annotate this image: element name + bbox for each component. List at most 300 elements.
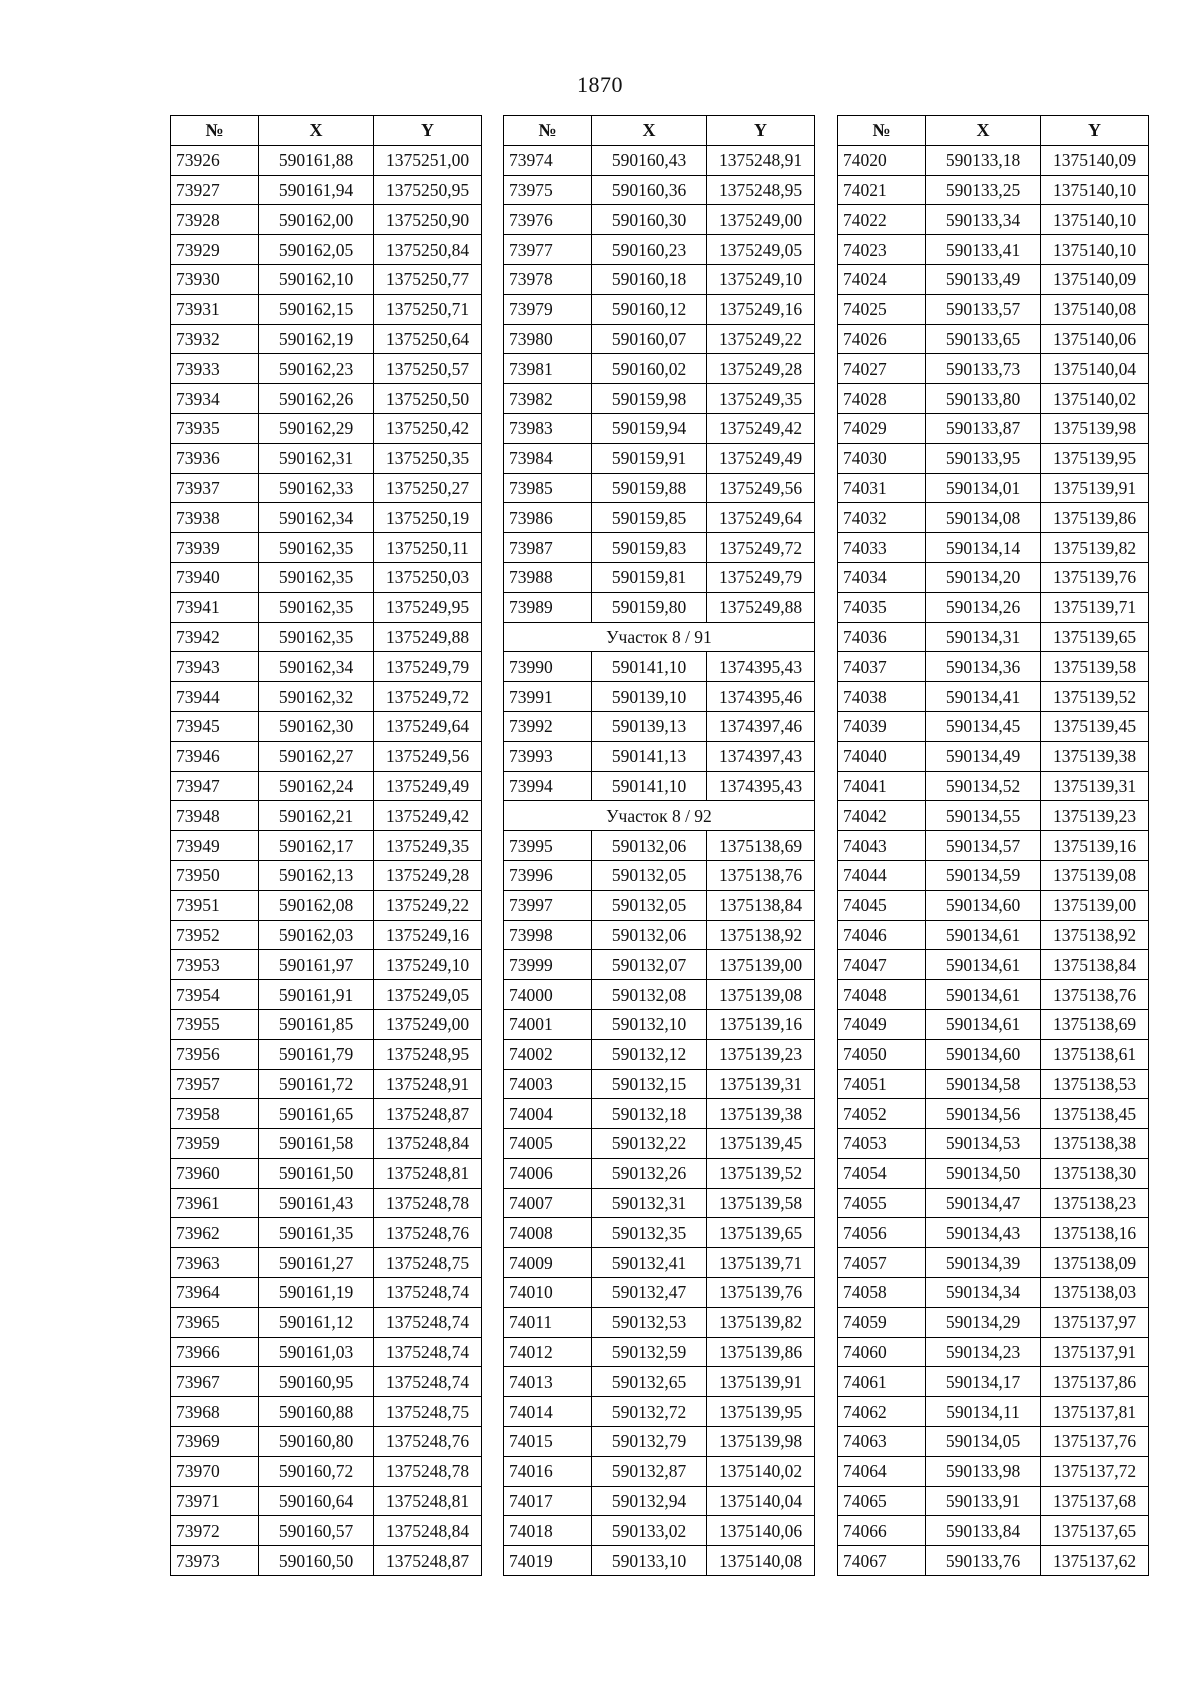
point-number: 73984 bbox=[504, 443, 592, 473]
x-coordinate: 590161,79 bbox=[259, 1039, 374, 1069]
point-number: 74065 bbox=[838, 1486, 926, 1516]
point-number: 73971 bbox=[171, 1486, 259, 1516]
y-coordinate: 1375249,64 bbox=[707, 503, 815, 533]
table-row bbox=[171, 503, 482, 533]
point-number: 73949 bbox=[171, 831, 259, 861]
point-number: 73985 bbox=[504, 473, 592, 503]
x-coordinate: 590134,36 bbox=[926, 652, 1041, 682]
x-coordinate: 590134,26 bbox=[926, 592, 1041, 622]
y-coordinate: 1375249,22 bbox=[707, 324, 815, 354]
point-number: 74062 bbox=[838, 1397, 926, 1427]
table-row bbox=[838, 1248, 1149, 1278]
point-number: 73982 bbox=[504, 384, 592, 414]
header-y: Y bbox=[374, 116, 482, 146]
point-number: 73988 bbox=[504, 562, 592, 592]
table-row bbox=[504, 473, 815, 503]
point-number: 73989 bbox=[504, 592, 592, 622]
y-coordinate: 1374395,43 bbox=[707, 771, 815, 801]
point-number: 73940 bbox=[171, 562, 259, 592]
x-coordinate: 590133,98 bbox=[926, 1456, 1041, 1486]
point-number: 73933 bbox=[171, 354, 259, 384]
table-row bbox=[171, 145, 482, 175]
table-row bbox=[171, 324, 482, 354]
y-coordinate: 1374395,43 bbox=[707, 652, 815, 682]
table-row bbox=[504, 1278, 815, 1308]
x-coordinate: 590162,35 bbox=[259, 592, 374, 622]
y-coordinate: 1375139,86 bbox=[707, 1337, 815, 1367]
table-row bbox=[838, 1337, 1149, 1367]
y-coordinate: 1375248,78 bbox=[374, 1456, 482, 1486]
y-coordinate: 1375248,75 bbox=[374, 1248, 482, 1278]
header-number: № bbox=[504, 116, 592, 146]
table-row bbox=[838, 294, 1149, 324]
point-number: 73981 bbox=[504, 354, 592, 384]
y-coordinate: 1375139,08 bbox=[1041, 860, 1149, 890]
table-row bbox=[504, 741, 815, 771]
table-row bbox=[504, 413, 815, 443]
point-number: 73947 bbox=[171, 771, 259, 801]
x-coordinate: 590159,91 bbox=[592, 443, 707, 473]
y-coordinate: 1375140,09 bbox=[1041, 145, 1149, 175]
table-row bbox=[838, 592, 1149, 622]
y-coordinate: 1375138,76 bbox=[707, 860, 815, 890]
table-row bbox=[838, 413, 1149, 443]
x-coordinate: 590160,72 bbox=[259, 1456, 374, 1486]
x-coordinate: 590162,34 bbox=[259, 503, 374, 533]
x-coordinate: 590160,07 bbox=[592, 324, 707, 354]
y-coordinate: 1375138,92 bbox=[1041, 920, 1149, 950]
x-coordinate: 590162,32 bbox=[259, 682, 374, 712]
y-coordinate: 1375250,35 bbox=[374, 443, 482, 473]
point-number: 73998 bbox=[504, 920, 592, 950]
x-coordinate: 590133,34 bbox=[926, 205, 1041, 235]
y-coordinate: 1375139,91 bbox=[707, 1367, 815, 1397]
x-coordinate: 590134,29 bbox=[926, 1307, 1041, 1337]
y-coordinate: 1375248,76 bbox=[374, 1218, 482, 1248]
point-number: 73939 bbox=[171, 533, 259, 563]
x-coordinate: 590133,87 bbox=[926, 413, 1041, 443]
x-coordinate: 590159,88 bbox=[592, 473, 707, 503]
point-number: 74012 bbox=[504, 1337, 592, 1367]
y-coordinate: 1375250,64 bbox=[374, 324, 482, 354]
table-row bbox=[838, 503, 1149, 533]
x-coordinate: 590134,56 bbox=[926, 1099, 1041, 1129]
point-number: 74021 bbox=[838, 175, 926, 205]
point-number: 74048 bbox=[838, 980, 926, 1010]
table-row bbox=[171, 1248, 482, 1278]
y-coordinate: 1375138,45 bbox=[1041, 1099, 1149, 1129]
page-number: 1870 bbox=[577, 72, 623, 97]
table-row bbox=[504, 1486, 815, 1516]
y-coordinate: 1375250,84 bbox=[374, 235, 482, 265]
table-row bbox=[504, 145, 815, 175]
coordinates-table-1 bbox=[170, 115, 482, 1576]
point-number: 74059 bbox=[838, 1307, 926, 1337]
table-row bbox=[171, 175, 482, 205]
x-coordinate: 590134,60 bbox=[926, 890, 1041, 920]
y-coordinate: 1375249,00 bbox=[707, 205, 815, 235]
table-row bbox=[171, 1069, 482, 1099]
point-number: 74029 bbox=[838, 413, 926, 443]
point-number: 74025 bbox=[838, 294, 926, 324]
section-header-row bbox=[504, 622, 815, 652]
point-number: 74051 bbox=[838, 1069, 926, 1099]
point-number: 73944 bbox=[171, 682, 259, 712]
y-coordinate: 1375250,03 bbox=[374, 562, 482, 592]
table-row bbox=[504, 1546, 815, 1576]
y-coordinate: 1374397,46 bbox=[707, 711, 815, 741]
y-coordinate: 1375139,58 bbox=[1041, 652, 1149, 682]
table-row bbox=[838, 145, 1149, 175]
point-number: 74004 bbox=[504, 1099, 592, 1129]
table-row bbox=[171, 1486, 482, 1516]
point-number: 73962 bbox=[171, 1218, 259, 1248]
x-coordinate: 590132,08 bbox=[592, 980, 707, 1010]
table-row bbox=[171, 1367, 482, 1397]
table-row bbox=[171, 443, 482, 473]
y-coordinate: 1375138,03 bbox=[1041, 1278, 1149, 1308]
y-coordinate: 1375249,49 bbox=[707, 443, 815, 473]
x-coordinate: 590160,57 bbox=[259, 1516, 374, 1546]
y-coordinate: 1375249,10 bbox=[374, 950, 482, 980]
x-coordinate: 590161,58 bbox=[259, 1129, 374, 1159]
x-coordinate: 590133,41 bbox=[926, 235, 1041, 265]
point-number: 74013 bbox=[504, 1367, 592, 1397]
x-coordinate: 590139,10 bbox=[592, 682, 707, 712]
x-coordinate: 590162,17 bbox=[259, 831, 374, 861]
point-number: 73953 bbox=[171, 950, 259, 980]
header-row bbox=[838, 116, 1149, 146]
table-row bbox=[504, 920, 815, 950]
table-row bbox=[838, 950, 1149, 980]
x-coordinate: 590134,53 bbox=[926, 1129, 1041, 1159]
point-number: 74043 bbox=[838, 831, 926, 861]
y-coordinate: 1375140,08 bbox=[707, 1546, 815, 1576]
x-coordinate: 590132,59 bbox=[592, 1337, 707, 1367]
section-label: Участок 8 / 92 bbox=[504, 801, 815, 831]
x-coordinate: 590134,52 bbox=[926, 771, 1041, 801]
table-row bbox=[838, 980, 1149, 1010]
point-number: 74007 bbox=[504, 1188, 592, 1218]
point-number: 74052 bbox=[838, 1099, 926, 1129]
y-coordinate: 1375251,00 bbox=[374, 145, 482, 175]
table-row bbox=[171, 831, 482, 861]
y-coordinate: 1375139,86 bbox=[1041, 503, 1149, 533]
table-row bbox=[171, 384, 482, 414]
y-coordinate: 1375139,95 bbox=[1041, 443, 1149, 473]
y-coordinate: 1375140,10 bbox=[1041, 205, 1149, 235]
x-coordinate: 590162,26 bbox=[259, 384, 374, 414]
header-row bbox=[171, 116, 482, 146]
table-row bbox=[504, 1516, 815, 1546]
x-coordinate: 590134,17 bbox=[926, 1367, 1041, 1397]
x-coordinate: 590162,29 bbox=[259, 413, 374, 443]
table-row bbox=[504, 711, 815, 741]
table-row bbox=[838, 920, 1149, 950]
x-coordinate: 590132,07 bbox=[592, 950, 707, 980]
table-row bbox=[838, 1367, 1149, 1397]
point-number: 73986 bbox=[504, 503, 592, 533]
point-number: 73974 bbox=[504, 145, 592, 175]
y-coordinate: 1375248,91 bbox=[707, 145, 815, 175]
point-number: 73932 bbox=[171, 324, 259, 354]
point-number: 74049 bbox=[838, 1009, 926, 1039]
point-number: 73991 bbox=[504, 682, 592, 712]
y-coordinate: 1375139,98 bbox=[1041, 413, 1149, 443]
x-coordinate: 590162,24 bbox=[259, 771, 374, 801]
y-coordinate: 1375249,79 bbox=[374, 652, 482, 682]
table-row bbox=[171, 473, 482, 503]
y-coordinate: 1375248,74 bbox=[374, 1337, 482, 1367]
x-coordinate: 590161,03 bbox=[259, 1337, 374, 1367]
y-coordinate: 1375139,91 bbox=[1041, 473, 1149, 503]
y-coordinate: 1375250,50 bbox=[374, 384, 482, 414]
point-number: 73980 bbox=[504, 324, 592, 354]
y-coordinate: 1375249,42 bbox=[707, 413, 815, 443]
point-number: 73963 bbox=[171, 1248, 259, 1278]
table-row bbox=[171, 1218, 482, 1248]
x-coordinate: 590134,45 bbox=[926, 711, 1041, 741]
y-coordinate: 1375248,74 bbox=[374, 1307, 482, 1337]
y-coordinate: 1375250,90 bbox=[374, 205, 482, 235]
y-coordinate: 1375140,02 bbox=[1041, 384, 1149, 414]
y-coordinate: 1375249,35 bbox=[374, 831, 482, 861]
table-row bbox=[504, 1099, 815, 1129]
x-coordinate: 590132,94 bbox=[592, 1486, 707, 1516]
x-coordinate: 590162,19 bbox=[259, 324, 374, 354]
table-body bbox=[171, 145, 482, 1575]
x-coordinate: 590132,12 bbox=[592, 1039, 707, 1069]
x-coordinate: 590132,22 bbox=[592, 1129, 707, 1159]
table-row bbox=[171, 1546, 482, 1576]
point-number: 74015 bbox=[504, 1427, 592, 1457]
y-coordinate: 1375139,45 bbox=[1041, 711, 1149, 741]
point-number: 74030 bbox=[838, 443, 926, 473]
table-row bbox=[838, 1486, 1149, 1516]
x-coordinate: 590134,55 bbox=[926, 801, 1041, 831]
y-coordinate: 1375140,10 bbox=[1041, 175, 1149, 205]
x-coordinate: 590161,35 bbox=[259, 1218, 374, 1248]
x-coordinate: 590132,79 bbox=[592, 1427, 707, 1457]
y-coordinate: 1375250,77 bbox=[374, 264, 482, 294]
y-coordinate: 1375138,30 bbox=[1041, 1158, 1149, 1188]
point-number: 74063 bbox=[838, 1427, 926, 1457]
table-row bbox=[838, 1456, 1149, 1486]
x-coordinate: 590134,57 bbox=[926, 831, 1041, 861]
y-coordinate: 1375137,81 bbox=[1041, 1397, 1149, 1427]
y-coordinate: 1375249,88 bbox=[374, 622, 482, 652]
point-number: 73983 bbox=[504, 413, 592, 443]
y-coordinate: 1375248,91 bbox=[374, 1069, 482, 1099]
x-coordinate: 590161,65 bbox=[259, 1099, 374, 1129]
y-coordinate: 1375140,04 bbox=[1041, 354, 1149, 384]
x-coordinate: 590159,98 bbox=[592, 384, 707, 414]
point-number: 73946 bbox=[171, 741, 259, 771]
point-number: 73961 bbox=[171, 1188, 259, 1218]
table-row bbox=[838, 682, 1149, 712]
x-coordinate: 590133,76 bbox=[926, 1546, 1041, 1576]
point-number: 73936 bbox=[171, 443, 259, 473]
x-coordinate: 590160,12 bbox=[592, 294, 707, 324]
table-row bbox=[171, 1009, 482, 1039]
point-number: 74066 bbox=[838, 1516, 926, 1546]
table-row bbox=[838, 1516, 1149, 1546]
point-number: 74031 bbox=[838, 473, 926, 503]
point-number: 74032 bbox=[838, 503, 926, 533]
point-number: 74061 bbox=[838, 1367, 926, 1397]
table-row bbox=[504, 860, 815, 890]
table-row bbox=[504, 443, 815, 473]
table-row bbox=[171, 1427, 482, 1457]
x-coordinate: 590161,85 bbox=[259, 1009, 374, 1039]
x-coordinate: 590160,30 bbox=[592, 205, 707, 235]
x-coordinate: 590132,53 bbox=[592, 1307, 707, 1337]
x-coordinate: 590132,31 bbox=[592, 1188, 707, 1218]
point-number: 73958 bbox=[171, 1099, 259, 1129]
x-coordinate: 590161,12 bbox=[259, 1307, 374, 1337]
x-coordinate: 590162,30 bbox=[259, 711, 374, 741]
x-coordinate: 590162,35 bbox=[259, 622, 374, 652]
point-number: 73942 bbox=[171, 622, 259, 652]
point-number: 73954 bbox=[171, 980, 259, 1010]
table-row bbox=[504, 1367, 815, 1397]
x-coordinate: 590162,03 bbox=[259, 920, 374, 950]
x-coordinate: 590132,06 bbox=[592, 831, 707, 861]
x-coordinate: 590132,06 bbox=[592, 920, 707, 950]
header-number: № bbox=[171, 116, 259, 146]
x-coordinate: 590133,18 bbox=[926, 145, 1041, 175]
point-number: 73930 bbox=[171, 264, 259, 294]
y-coordinate: 1375140,08 bbox=[1041, 294, 1149, 324]
table-row bbox=[504, 1188, 815, 1218]
x-coordinate: 590162,27 bbox=[259, 741, 374, 771]
point-number: 73956 bbox=[171, 1039, 259, 1069]
y-coordinate: 1375250,95 bbox=[374, 175, 482, 205]
table-row bbox=[504, 205, 815, 235]
table-row bbox=[838, 443, 1149, 473]
point-number: 73945 bbox=[171, 711, 259, 741]
y-coordinate: 1375249,56 bbox=[374, 741, 482, 771]
table-row bbox=[171, 950, 482, 980]
table-row bbox=[504, 294, 815, 324]
table-row bbox=[504, 235, 815, 265]
x-coordinate: 590162,10 bbox=[259, 264, 374, 294]
table-row bbox=[504, 980, 815, 1010]
y-coordinate: 1375248,74 bbox=[374, 1278, 482, 1308]
point-number: 74018 bbox=[504, 1516, 592, 1546]
point-number: 74020 bbox=[838, 145, 926, 175]
table-row bbox=[838, 1099, 1149, 1129]
point-number: 73977 bbox=[504, 235, 592, 265]
table-row bbox=[171, 1039, 482, 1069]
table-row bbox=[838, 1188, 1149, 1218]
y-coordinate: 1375138,84 bbox=[707, 890, 815, 920]
x-coordinate: 590132,65 bbox=[592, 1367, 707, 1397]
y-coordinate: 1375139,52 bbox=[1041, 682, 1149, 712]
y-coordinate: 1375250,71 bbox=[374, 294, 482, 324]
table-row bbox=[171, 920, 482, 950]
x-coordinate: 590132,10 bbox=[592, 1009, 707, 1039]
y-coordinate: 1375138,61 bbox=[1041, 1039, 1149, 1069]
y-coordinate: 1375138,09 bbox=[1041, 1248, 1149, 1278]
point-number: 73948 bbox=[171, 801, 259, 831]
table-row bbox=[171, 1188, 482, 1218]
table-row bbox=[171, 562, 482, 592]
x-coordinate: 590132,05 bbox=[592, 890, 707, 920]
header-number: № bbox=[838, 116, 926, 146]
table-row bbox=[838, 1039, 1149, 1069]
x-coordinate: 590132,47 bbox=[592, 1278, 707, 1308]
x-coordinate: 590162,31 bbox=[259, 443, 374, 473]
y-coordinate: 1375138,53 bbox=[1041, 1069, 1149, 1099]
x-coordinate: 590132,18 bbox=[592, 1099, 707, 1129]
table-row bbox=[171, 1307, 482, 1337]
x-coordinate: 590134,08 bbox=[926, 503, 1041, 533]
point-number: 73993 bbox=[504, 741, 592, 771]
x-coordinate: 590162,08 bbox=[259, 890, 374, 920]
header-row bbox=[504, 116, 815, 146]
point-number: 74036 bbox=[838, 622, 926, 652]
y-coordinate: 1375249,42 bbox=[374, 801, 482, 831]
y-coordinate: 1375140,09 bbox=[1041, 264, 1149, 294]
x-coordinate: 590134,31 bbox=[926, 622, 1041, 652]
y-coordinate: 1375249,72 bbox=[374, 682, 482, 712]
point-number: 74057 bbox=[838, 1248, 926, 1278]
table-row bbox=[838, 711, 1149, 741]
y-coordinate: 1375248,74 bbox=[374, 1367, 482, 1397]
point-number: 74011 bbox=[504, 1307, 592, 1337]
point-number: 74060 bbox=[838, 1337, 926, 1367]
x-coordinate: 590160,36 bbox=[592, 175, 707, 205]
x-coordinate: 590161,72 bbox=[259, 1069, 374, 1099]
point-number: 73975 bbox=[504, 175, 592, 205]
y-coordinate: 1375137,91 bbox=[1041, 1337, 1149, 1367]
table-row bbox=[838, 354, 1149, 384]
point-number: 74055 bbox=[838, 1188, 926, 1218]
y-coordinate: 1375137,86 bbox=[1041, 1367, 1149, 1397]
point-number: 73966 bbox=[171, 1337, 259, 1367]
y-coordinate: 1375139,76 bbox=[707, 1278, 815, 1308]
table-row bbox=[504, 831, 815, 861]
y-coordinate: 1375138,23 bbox=[1041, 1188, 1149, 1218]
x-coordinate: 590132,15 bbox=[592, 1069, 707, 1099]
table-row bbox=[171, 890, 482, 920]
table-row bbox=[504, 1218, 815, 1248]
point-number: 74019 bbox=[504, 1546, 592, 1576]
x-coordinate: 590132,87 bbox=[592, 1456, 707, 1486]
x-coordinate: 590160,64 bbox=[259, 1486, 374, 1516]
table-row bbox=[504, 264, 815, 294]
table-row bbox=[171, 801, 482, 831]
table-row bbox=[171, 1397, 482, 1427]
point-number: 73938 bbox=[171, 503, 259, 533]
x-coordinate: 590141,10 bbox=[592, 652, 707, 682]
table-row bbox=[504, 533, 815, 563]
y-coordinate: 1375248,95 bbox=[707, 175, 815, 205]
point-number: 73964 bbox=[171, 1278, 259, 1308]
x-coordinate: 590133,57 bbox=[926, 294, 1041, 324]
point-number: 74040 bbox=[838, 741, 926, 771]
point-number: 74054 bbox=[838, 1158, 926, 1188]
point-number: 74067 bbox=[838, 1546, 926, 1576]
x-coordinate: 590134,49 bbox=[926, 741, 1041, 771]
x-coordinate: 590132,72 bbox=[592, 1397, 707, 1427]
y-coordinate: 1375137,68 bbox=[1041, 1486, 1149, 1516]
table-row bbox=[504, 354, 815, 384]
x-coordinate: 590160,50 bbox=[259, 1546, 374, 1576]
x-coordinate: 590133,73 bbox=[926, 354, 1041, 384]
table-row bbox=[504, 890, 815, 920]
